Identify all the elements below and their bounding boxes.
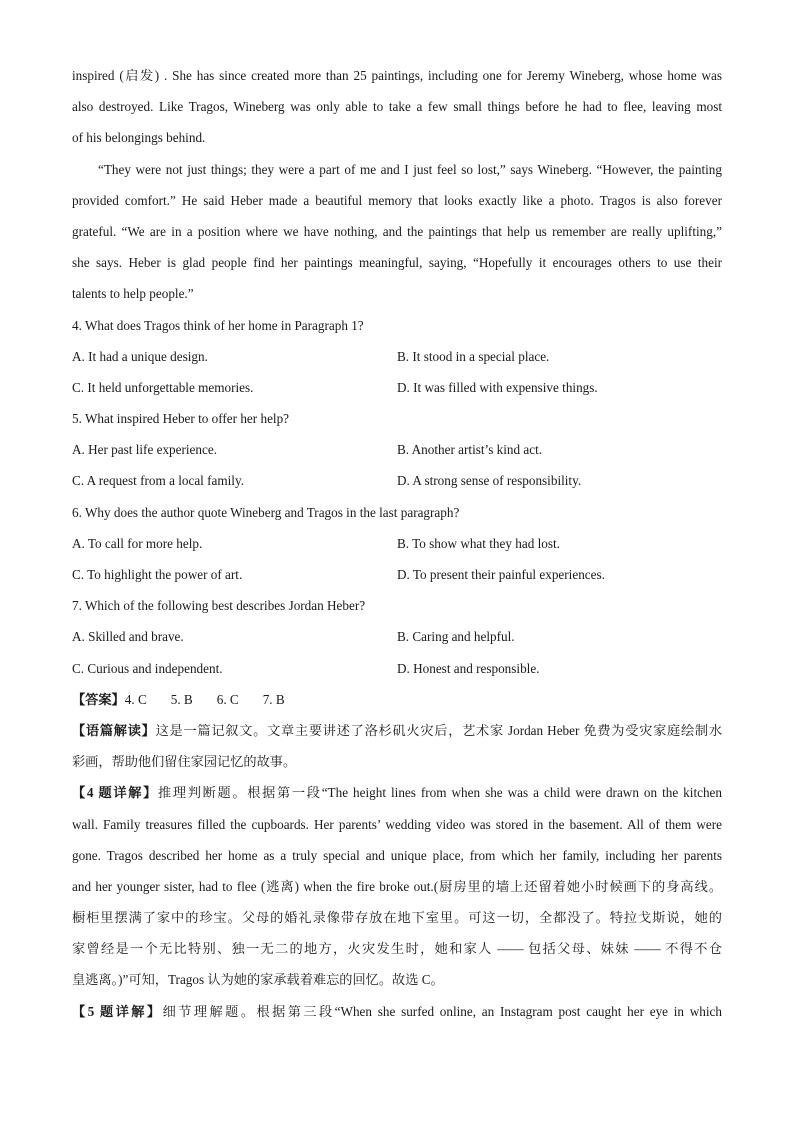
option-row [72,465,722,496]
option-c: C. Curious and independent. [72,660,223,676]
text-line [72,715,722,746]
option-a: A. Her past life experience. [72,442,217,458]
question-stem: 4. What does Tragos think of her home in Paragraph 1? [72,317,364,333]
answer-item: 5. B [170,691,193,707]
question-stem: 7. Which of the following best describes Jordan Heber? [72,598,366,614]
text-line: 橱柜里摆满了家中的珍宝。父母的婚礼录像带存放在地下室里。可这一切，全都没了。特拉戈斯说，她的 [72,910,722,926]
section-text: 这是一篇记叙文。文章主要讲述了洛杉矶火灾后，艺术家 Jordan Heber 免费为受灾家庭绘制水 [155,722,722,738]
option-row [72,653,722,684]
option-b: B. To show what they had lost. [397,535,560,551]
answer-label: 【答案】 [72,691,125,707]
option-a: A. To call for more help. [72,535,203,551]
section-label: 【5 题详解】 [72,1003,163,1019]
section-label: 【4 题详解】 [72,785,158,801]
option-b: B. Another artist’s kind act. [397,442,543,458]
interpretation-section [72,715,722,777]
section-text: 推理判断题。根据第一段“The height lines from when she was a child were drawn on the kitchen [158,785,722,801]
option-d: D. A strong sense of responsibility. [397,473,582,489]
text-line: talents to help people.” [72,286,194,302]
text-line: provided comfort.” He said Heber made a beautiful memory that looks exactly like a photo. Tragos is also forever [72,192,722,208]
text-line: 彩画，帮助他们留住家园记忆的故事。 [72,754,297,770]
question-6 [72,497,722,591]
text-line: of his belongings behind. [72,130,206,146]
text-line: wall. Family treasures filled the cupboards. Her parents’ wedding video was stored in the basement. All of them were [72,816,722,832]
text-line [72,777,722,808]
option-c: C. It held unforgettable memories. [72,379,254,395]
passage-paragraph [72,154,722,310]
text-line: and her younger sister, had to flee (逃离) when the fire broke out.(厨房里的墙上还留着她小时候画下的身高线。 [72,878,722,894]
text-line: “They were not just things; they were a part of me and I just feel so lost,” says Wineberg. “However, the painting [98,161,722,177]
text-line: 家曾经是一个无比特别、独一无二的地方，火灾发生时，她和家人 —— 包括父母、妹妹 —— 不得不仓 [72,941,722,957]
text-line: grateful. “We are in a position where we have nothing, and the paintings that help us remember are really uplifting,” [72,223,722,239]
answer-item: 7. B [262,691,285,707]
answer-item: 6. C [216,691,239,707]
text-line: also destroyed. Like Tragos, Wineberg was only able to take a few small things before he had to flee, leaving most [72,99,722,115]
option-c: C. To highlight the power of art. [72,567,243,582]
option-row [72,434,722,465]
option-c: C. A request from a local family. [72,473,245,489]
section-text: 细节理解题。根据第三段“When she surfed online, an Instagram post caught her eye in which [162,1003,722,1019]
question-4 [72,310,722,404]
option-row [72,528,722,559]
passage-paragraph [72,60,722,154]
option-b: B. It stood in a special place. [397,348,550,364]
option-a: A. It had a unique design. [72,348,208,364]
document-page [72,60,722,1027]
section-label: 【语篇解读】 [72,722,156,738]
question-stem: 6. Why does the author quote Wineberg and Tragos in the last paragraph? [72,504,460,520]
question-7 [72,590,722,684]
option-d: D. To present their painful experiences. [397,567,605,582]
question-stem: 5. What inspired Heber to offer her help? [72,411,290,427]
question-5 [72,403,722,497]
text-line: gone. Tragos described her home as a truly special and unique place, from which her family, including her parents [72,847,722,863]
text-line: she says. Heber is glad people find her paintings meaningful, saying, “Hopefully it encourages others to use their [72,255,722,271]
option-a: A. Skilled and brave. [72,629,184,645]
q4-detail-section [72,777,722,995]
option-d: D. Honest and responsible. [397,660,540,676]
text-line: inspired (启发) . She has since created more than 25 paintings, including one for Jeremy Wineberg, whose home was [72,68,722,83]
answer-line [72,684,722,715]
q5-detail-section [72,996,722,1027]
option-row [72,559,722,590]
answer-item: 4. C [124,691,147,707]
text-line: 皇逃离。)”可知，Tragos 认为她的家承载着难忘的回忆。故选 C。 [72,972,444,988]
option-row [72,341,722,372]
text-line [72,996,722,1027]
option-b: B. Caring and helpful. [397,629,515,645]
option-d: D. It was filled with expensive things. [397,379,598,395]
option-row [72,372,722,403]
option-row [72,621,722,652]
